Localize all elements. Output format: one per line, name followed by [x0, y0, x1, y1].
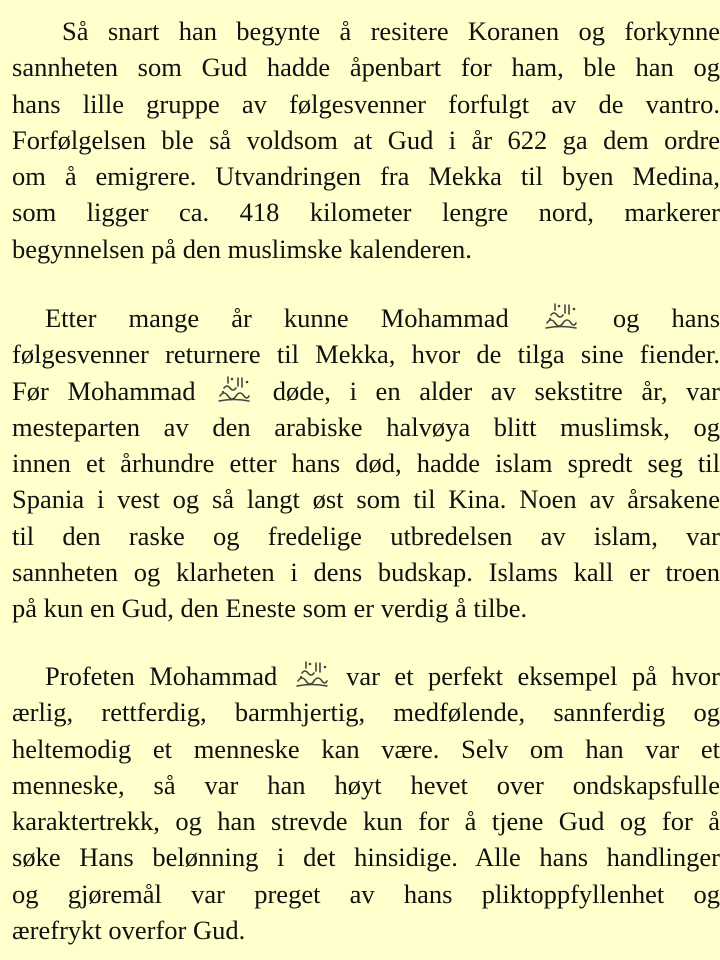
- text-line: [12, 481, 720, 517]
- text-line: [12, 839, 720, 875]
- salutation-calligraphy-icon: [214, 374, 254, 404]
- text-line: [12, 49, 720, 85]
- paragraph-1: [12, 13, 720, 267]
- text-line: [12, 590, 720, 626]
- text-line: [12, 194, 720, 230]
- line-text: menneske, så var han høyt hevet over ondskapsfulle: [12, 769, 720, 800]
- text-line: [12, 803, 720, 839]
- line-text: mesteparten av den arabiske halvøya blitt muslimsk, og: [12, 411, 720, 442]
- line-text: Profeten Mohammad: [45, 661, 278, 691]
- paragraph-3: [12, 658, 720, 948]
- text-line: [12, 373, 720, 409]
- salutation-calligraphy-icon: [292, 659, 332, 689]
- line-text: sannheten og klarheten i dens budskap. Islams kall er troen: [12, 557, 720, 588]
- line-text: var et perfekt eksempel på hvor: [346, 661, 720, 691]
- line-text: på kun en Gud, den Eneste som er verdig å tilbe.: [12, 593, 528, 624]
- text-line: [12, 518, 720, 554]
- text-line: [12, 658, 720, 694]
- text-line: [12, 158, 720, 194]
- line-text: og hans: [612, 303, 720, 333]
- line-text: ærefrykt overfor Gud.: [12, 915, 246, 946]
- text-line: [12, 694, 720, 730]
- text-line: [12, 300, 720, 336]
- line-text: til den raske og fredelige utbredelsen av islam, var: [12, 520, 720, 551]
- line-text: ærlig, rettferdig, barmhjertig, medfølende, sannferdig og: [12, 697, 720, 728]
- line-text: innen et århundre etter hans død, hadde islam spredt seg til: [12, 448, 720, 479]
- paragraph-2: [12, 300, 720, 627]
- line-text: karaktertrekk, og han strevde kun for å tjene Gud og for å: [12, 806, 720, 837]
- line-text: døde, i en alder av sekstitre år, var: [272, 375, 720, 406]
- line-text: og gjøremål var preget av hans pliktoppfyllenhet og: [12, 878, 720, 909]
- text-line: [12, 409, 720, 445]
- line-text: følgesvenner returnere til Mekka, hvor de tilga sine fiender.: [12, 339, 720, 370]
- line-text: begynnelsen på den muslimske kalenderen.: [12, 233, 472, 264]
- text-line: [12, 554, 720, 590]
- text-line: [12, 336, 720, 372]
- text-line: [12, 231, 720, 267]
- line-text: som ligger ca. 418 kilometer lengre nord, markerer: [12, 197, 720, 228]
- line-text: Etter mange år kunne Mohammad: [45, 303, 509, 333]
- line-text: søke Hans belønning i det hinsidige. Alle hans handlinger: [12, 842, 720, 873]
- line-text: hans lille gruppe av følgesvenner forfulgt av de vantro.: [12, 88, 720, 119]
- text-line: [12, 13, 720, 49]
- line-text: heltemodig et menneske kan være. Selv om han var et: [12, 733, 720, 764]
- text-line: [12, 767, 720, 803]
- line-text: Så snart han begynte å resitere Koranen og forkynne: [62, 16, 720, 46]
- line-text: om å emigrere. Utvandringen fra Mekka til byen Medina,: [12, 161, 720, 192]
- text-line: [12, 876, 720, 912]
- text-line: [12, 86, 720, 122]
- text-line: [12, 731, 720, 767]
- text-line: [12, 912, 720, 948]
- line-text: Spania i vest og så langt øst som til Kina. Noen av årsakene: [12, 484, 720, 515]
- line-text: sannheten som Gud hadde åpenbart for ham, ble han og: [12, 52, 720, 83]
- salutation-calligraphy-icon: [541, 301, 581, 331]
- line-text: Forfølgelsen ble så voldsom at Gud i år 622 ga dem ordre: [12, 124, 720, 155]
- text-line: [12, 445, 720, 481]
- text-line: [12, 122, 720, 158]
- line-text: Før Mohammad: [12, 375, 196, 406]
